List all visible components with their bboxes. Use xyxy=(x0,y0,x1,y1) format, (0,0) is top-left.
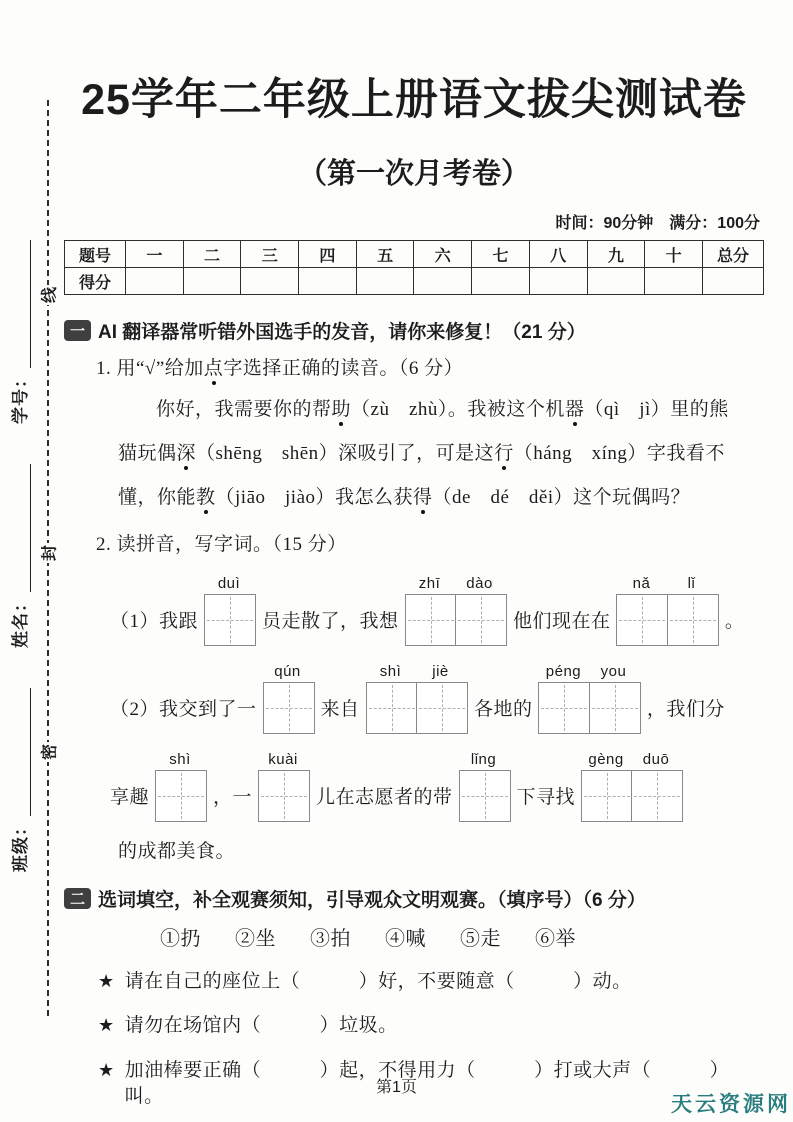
writing-grid-cell xyxy=(405,594,457,646)
writing-cells-row xyxy=(366,682,468,734)
pinyin-label: jiè xyxy=(432,662,449,680)
pinyin-label: gèng xyxy=(588,750,624,768)
field-blank-line xyxy=(10,464,31,592)
notice-item-2 xyxy=(98,1013,764,1040)
student-info-field xyxy=(6,240,31,424)
student-info-field xyxy=(6,688,31,872)
table-cell: 五 xyxy=(356,241,414,268)
text-run: （2）我交到了一 xyxy=(110,698,257,720)
notice-item-text: 请在自己的座位上（ ）好，不要随意（ ）动。 xyxy=(124,970,632,992)
writing-cells-row xyxy=(405,594,507,646)
writing-grid-cell xyxy=(581,770,633,822)
text-run: （jiāo jiào）我怎么获 xyxy=(215,487,414,509)
notice-item-text: 请勿在场馆内（ ）垃圾。 xyxy=(124,1015,398,1037)
table-cell: 八 xyxy=(529,241,587,268)
student-info-field xyxy=(6,464,31,648)
table-cell xyxy=(703,268,764,295)
dotted-character: 深 xyxy=(176,443,197,465)
notice-item-text: 加油棒要正确（ ）起，不得用力（ ）打或大声（ ）叫。 xyxy=(124,1059,730,1108)
field-blank-line xyxy=(10,688,31,816)
table-cell: 九 xyxy=(587,241,645,268)
list-item: ④喊 xyxy=(385,927,426,950)
score-table xyxy=(64,240,764,295)
writing-box-group xyxy=(366,662,468,734)
page-title: 25学年二年级上册语文拔尖测试卷 xyxy=(81,76,747,124)
pinyin-writing-tail-line: 的成都美食。 xyxy=(118,840,236,862)
pinyin-label: shì xyxy=(169,750,191,768)
list-item: 线 xyxy=(33,285,64,305)
list-item: 封 xyxy=(33,543,64,563)
question-1-title xyxy=(96,356,764,382)
watermark: 天云资源网 xyxy=(671,1093,791,1116)
pinyin-label-row xyxy=(616,574,718,594)
writing-cells-row xyxy=(263,682,315,734)
writing-grid-cell xyxy=(616,594,668,646)
writing-box-group xyxy=(258,750,310,822)
text-run: （shēng shēn）深吸引了，可是这 xyxy=(196,443,495,465)
field-label: 班级： xyxy=(11,818,30,872)
list-item: ⑤走 xyxy=(460,927,501,950)
dotted-character: 行 xyxy=(494,443,514,465)
field-blank-line xyxy=(10,240,31,368)
pinyin-label: péng xyxy=(545,662,582,680)
page-content xyxy=(64,0,764,1111)
pinyin-label: lǐng xyxy=(470,750,497,768)
pinyin-label: duō xyxy=(642,750,670,768)
star-icon: ★ xyxy=(98,1015,115,1036)
passage-line xyxy=(118,388,750,432)
writing-grid-cell xyxy=(263,682,315,734)
list-item: ⑥举 xyxy=(535,927,576,950)
list-item: 密 xyxy=(33,742,64,762)
text-run: 。 xyxy=(724,610,745,632)
table-cell: 六 xyxy=(414,241,472,268)
list-item: ②坐 xyxy=(235,927,276,950)
table-cell xyxy=(183,268,241,295)
list-item: ①扔 xyxy=(160,927,201,950)
time-score-meta: 时间：90分钟 满分：100分 xyxy=(555,215,760,233)
section-two-header xyxy=(64,885,764,912)
pinyin-label-row xyxy=(538,662,640,682)
section-two-title: 选词填空，补全观赛须知，引导观众文明观赛。（填序号）（6 分） xyxy=(98,889,646,911)
pinyin-label: qún xyxy=(274,662,301,680)
section-one-title: AI 翻译器常听错外国选手的发音，请你来修复！（21 分） xyxy=(98,322,586,344)
table-cell xyxy=(299,268,357,295)
writing-box-group xyxy=(459,750,511,822)
pinyin-label-row xyxy=(581,750,683,770)
pinyin-label-row xyxy=(459,750,511,770)
table-cell: 三 xyxy=(241,241,299,268)
table-cell xyxy=(472,268,530,295)
text-run: 员走散了，我想 xyxy=(262,610,399,632)
star-icon: ★ xyxy=(98,1059,115,1080)
writing-cells-row xyxy=(204,594,256,646)
pinyin-writing-row-2 xyxy=(110,662,764,734)
pinyin-label: duì xyxy=(217,574,241,592)
writing-grid-cell xyxy=(416,682,468,734)
pinyin-label: dào xyxy=(466,574,493,592)
writing-box-group xyxy=(538,662,640,734)
pinyin-label-row xyxy=(204,574,256,594)
writing-cells-row xyxy=(538,682,640,734)
pinyin-label: nǎ xyxy=(632,574,651,592)
table-cell xyxy=(645,268,703,295)
table-cell: 四 xyxy=(299,241,357,268)
pinyin-label-row xyxy=(258,750,310,770)
text-run: 1. 用“√”给加 xyxy=(96,358,204,380)
score-table-header-row xyxy=(65,241,764,268)
writing-box-group xyxy=(405,574,507,646)
section-one-marker-icon: 一 xyxy=(64,320,91,341)
section-one-header xyxy=(64,317,764,344)
pinyin-label-row xyxy=(405,574,507,594)
text-run: ，一 xyxy=(213,786,253,808)
writing-grid-cell xyxy=(667,594,719,646)
passage-line xyxy=(118,432,750,476)
question-1-passage xyxy=(118,388,750,520)
text-run: 下寻找 xyxy=(516,786,576,808)
writing-grid-cell xyxy=(204,594,256,646)
writing-cells-row xyxy=(616,594,718,646)
text-run: 来自 xyxy=(320,698,360,720)
text-run: 你好，我需要你的帮 xyxy=(156,399,332,421)
score-table-score-row xyxy=(65,268,764,295)
question-2-title: 2. 读拼音，写字词。（15 分） xyxy=(96,534,347,556)
page-subtitle: （第一次月考卷） xyxy=(297,158,530,191)
text-run: 字选择正确的读音。（6 分） xyxy=(223,358,464,380)
table-cell xyxy=(126,268,184,295)
dotted-character: 得 xyxy=(413,487,433,509)
star-icon: ★ xyxy=(98,970,115,991)
text-run: （háng xíng）字我看不 xyxy=(513,443,725,465)
table-cell xyxy=(356,268,414,295)
text-run: （zù zhù）。我被这个机 xyxy=(351,399,565,421)
dotted-character: 助 xyxy=(331,399,352,421)
text-run: ，我们分 xyxy=(646,698,725,720)
writing-grid-cell xyxy=(366,682,418,734)
text-run: 儿在志愿者的带 xyxy=(316,786,453,808)
text-run: 享趣 xyxy=(110,786,150,808)
writing-cells-row xyxy=(155,770,207,822)
field-label: 姓名： xyxy=(11,594,30,648)
text-run: 懂，你能 xyxy=(118,487,197,509)
writing-cells-row xyxy=(459,770,511,822)
text-run: （qì jì）里的熊 xyxy=(584,399,729,421)
section-two-marker-icon: 二 xyxy=(64,888,91,909)
pinyin-label-row xyxy=(366,662,468,682)
writing-cells-row xyxy=(258,770,310,822)
table-cell xyxy=(587,268,645,295)
pinyin-writing-row-3 xyxy=(110,750,764,822)
table-cell: 二 xyxy=(183,241,241,268)
pinyin-label: lǐ xyxy=(687,574,696,592)
pinyin-writing-row-1 xyxy=(110,574,764,646)
text-run: （1）我跟 xyxy=(110,610,199,632)
table-cell: 得分 xyxy=(65,268,126,295)
table-cell xyxy=(529,268,587,295)
writing-box-group xyxy=(616,574,718,646)
pinyin-label: kuài xyxy=(268,750,298,768)
table-cell: 总分 xyxy=(703,241,764,268)
writing-box-group xyxy=(263,662,315,734)
text-run: （de dé děi）这个玩偶吗？ xyxy=(432,487,691,509)
text-run: 猫玩偶 xyxy=(118,443,177,465)
dotted-character: 器 xyxy=(564,399,585,421)
writing-grid-cell xyxy=(631,770,683,822)
table-cell: 题号 xyxy=(65,241,126,268)
student-info-fields xyxy=(6,86,31,872)
pinyin-label-row xyxy=(155,750,207,770)
writing-box-group xyxy=(204,574,256,646)
table-cell xyxy=(414,268,472,295)
writing-grid-cell xyxy=(538,682,590,734)
writing-grid-cell xyxy=(155,770,207,822)
table-cell xyxy=(241,268,299,295)
passage-line xyxy=(118,476,750,520)
writing-grid-cell xyxy=(455,594,507,646)
table-cell: 七 xyxy=(472,241,530,268)
pinyin-label: you xyxy=(600,662,627,680)
text-run: 他们现在在 xyxy=(512,610,611,632)
dotted-character: 教 xyxy=(196,487,216,509)
pinyin-label-row xyxy=(263,662,315,682)
page-number: 第1页 xyxy=(376,1079,417,1096)
text-run: 各地的 xyxy=(473,698,533,720)
word-options-row xyxy=(64,922,764,951)
list-item: ③拍 xyxy=(310,927,351,950)
table-cell: 十 xyxy=(645,241,703,268)
writing-grid-cell xyxy=(258,770,310,822)
notice-item-1 xyxy=(98,969,764,996)
table-cell: 一 xyxy=(126,241,184,268)
pinyin-label: shì xyxy=(379,662,402,680)
pinyin-label: zhī xyxy=(418,574,441,592)
writing-grid-cell xyxy=(459,770,511,822)
field-label: 学号： xyxy=(11,370,30,424)
writing-grid-cell xyxy=(589,682,641,734)
writing-cells-row xyxy=(581,770,683,822)
dotted-character: 点 xyxy=(203,358,224,380)
writing-box-group xyxy=(155,750,207,822)
writing-box-group xyxy=(581,750,683,822)
